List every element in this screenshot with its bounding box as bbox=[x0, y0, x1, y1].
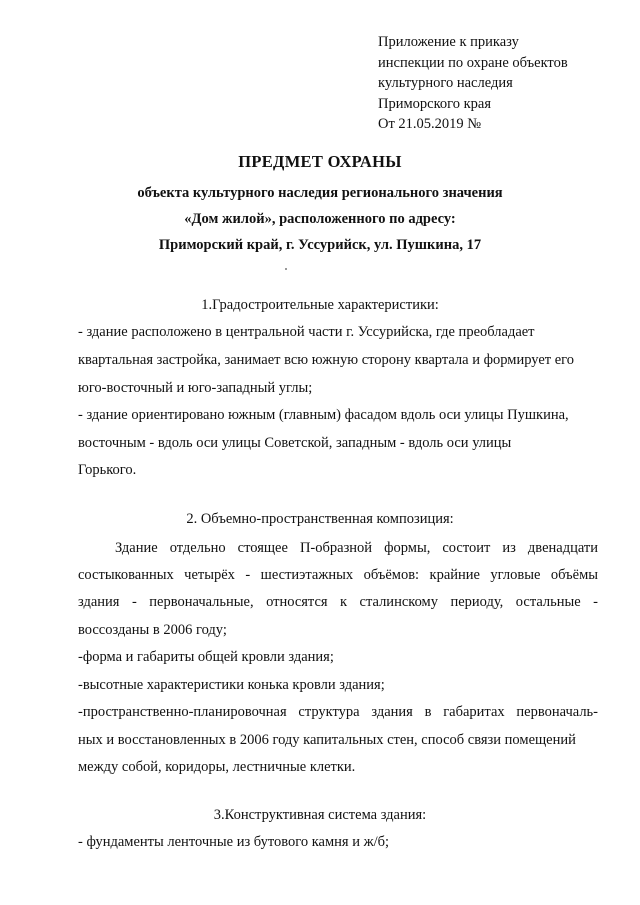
document-title-block bbox=[0, 150, 640, 258]
scan-speck bbox=[285, 268, 287, 270]
body-line: Здание отдельно стоящее П-образной формы, состоит из двенадцати bbox=[115, 540, 598, 556]
body-line: -высотные характеристики конька кровли здания; bbox=[78, 677, 385, 693]
body-line: -форма и габариты общей кровли здания; bbox=[78, 649, 334, 665]
body-line: состыкованных четырёх - шестиэтажных объёмов: крайние угловые объёмы bbox=[78, 567, 598, 583]
body-line: ных и восстановленных в 2006 году капитальных стен, способ связи помещений bbox=[78, 732, 576, 748]
header-line: Приложение к приказу bbox=[378, 34, 519, 50]
subtitle-line: «Дом жилой», расположенного по адресу: bbox=[184, 211, 456, 227]
body-line: между собой, коридоры, лестничные клетки. bbox=[78, 759, 356, 775]
body-line: квартальная застройка, занимает всю южную сторону квартала и формирует его bbox=[78, 352, 575, 368]
body-line: воссозданы в 2006 году; bbox=[78, 622, 227, 638]
section-heading-spatial-composition: 2. Объемно-пространственная композиция: bbox=[186, 511, 454, 527]
body-line: восточным - вдоль оси улицы Советской, западным - вдоль оси улицы bbox=[78, 435, 512, 451]
body-line: здания - первоначальные, относятся к сталинскому периоду, остальные - bbox=[78, 594, 598, 610]
body-line: юго-восточный и юго-западный углы; bbox=[78, 380, 313, 396]
body-line: - здание расположено в центральной части г. Уссурийска, где преобладает bbox=[78, 324, 535, 340]
header-line: инспекции по охране объектов bbox=[378, 54, 568, 71]
header-line: культурного наследия bbox=[378, 75, 513, 91]
body-line: Горького. bbox=[78, 462, 137, 478]
section-heading-structural-system: 3.Конструктивная система здания: bbox=[213, 807, 427, 823]
header-line: Приморского края bbox=[378, 95, 492, 112]
subtitle-line: объекта культурного наследия регионального значения bbox=[137, 185, 503, 201]
section-heading-urban-planning: 1.Градостроительные характеристики: bbox=[201, 297, 439, 313]
document-subtitle bbox=[0, 180, 640, 258]
body-line: - фундаменты ленточные из бутового камня и ж/б; bbox=[78, 834, 390, 850]
order-appendix-header bbox=[378, 32, 618, 135]
body-line: -пространственно-планировочная структура здания в габаритах первоначаль- bbox=[78, 704, 598, 720]
header-line: От 21.05.2019 № bbox=[378, 116, 482, 132]
document-title: ПРЕДМЕТ ОХРАНЫ bbox=[238, 152, 402, 171]
subtitle-line: Приморский край, г. Уссурийск, ул. Пушкина, 17 bbox=[158, 237, 482, 253]
body-line: - здание ориентировано южным (главным) фасадом вдоль оси улицы Пушкина, bbox=[78, 407, 569, 423]
